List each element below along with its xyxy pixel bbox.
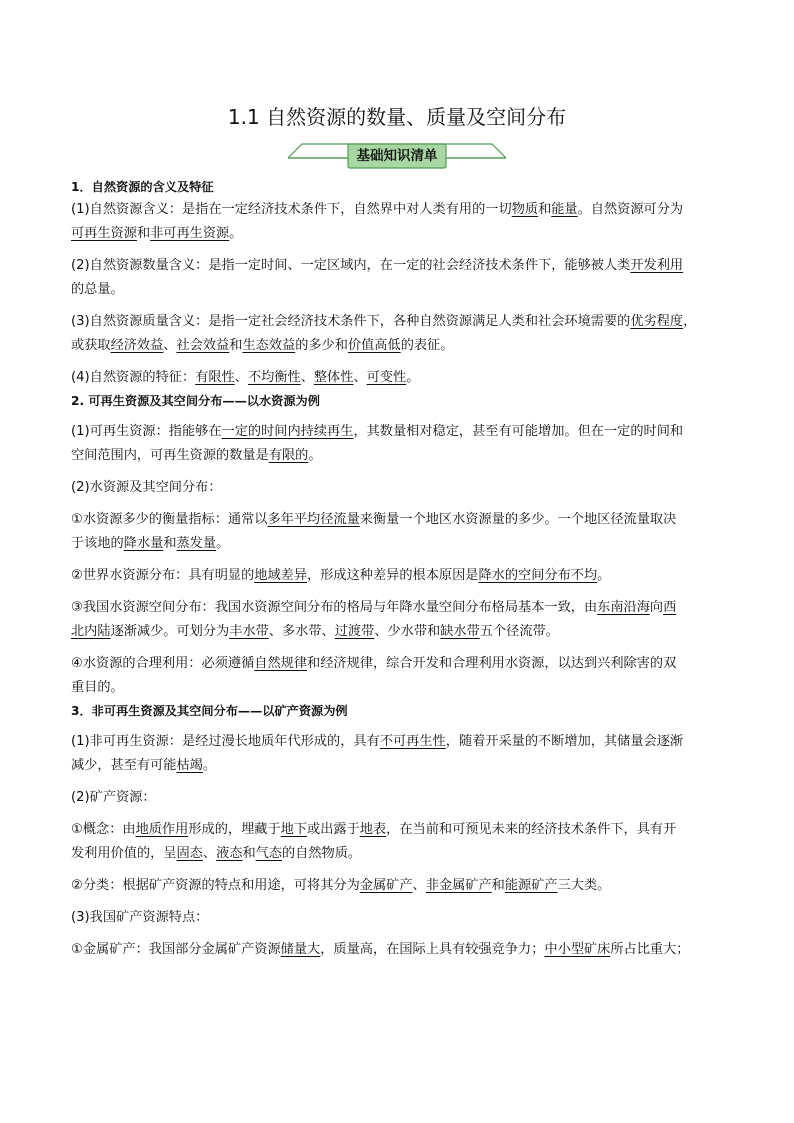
text-segment: 。 xyxy=(308,448,322,463)
text-line xyxy=(71,564,731,588)
text-segment: 、 xyxy=(412,878,426,893)
text-segment: (3)我国矿产资源特点： xyxy=(71,910,209,925)
underlined-keyword: 气态 xyxy=(255,846,282,861)
underlined-keyword: 降水的空间分布不均 xyxy=(478,568,598,583)
text-segment: ，随着开采量的不断增加，其储量会逐渐 xyxy=(445,734,684,749)
document-body xyxy=(71,176,731,962)
text-line xyxy=(71,334,731,358)
text-segment: 形成的，埋藏于 xyxy=(188,822,281,837)
text-line xyxy=(71,198,731,222)
text-segment: 来衡量一个地区水资源量的多少。一个地区径流量取决 xyxy=(359,512,677,527)
text-segment: 三大类。 xyxy=(557,878,611,893)
text-segment: 空间范围内，可再生资源的数量是 xyxy=(71,448,269,463)
text-line xyxy=(71,222,731,246)
text-segment: 。 xyxy=(202,758,217,773)
underlined-keyword: 丰水带 xyxy=(229,624,269,639)
text-segment: 或获取 xyxy=(71,338,111,353)
text-line xyxy=(71,366,731,390)
text-line xyxy=(71,620,731,644)
underlined-keyword: 西 xyxy=(663,600,677,615)
underlined-keyword: 不均衡性 xyxy=(247,370,301,385)
text-segment: 所占比重大； xyxy=(610,942,690,957)
text-segment: 和 xyxy=(229,338,243,353)
underlined-keyword: 过渡带 xyxy=(334,624,375,639)
text-segment: (1)非可再生资源：是经过漫长地质年代形成的，具有 xyxy=(71,734,380,749)
text-segment: (2)水资源及其空间分布： xyxy=(71,480,222,495)
text-line xyxy=(71,786,731,810)
underlined-keyword: 降水量 xyxy=(123,536,164,551)
text-line xyxy=(71,310,731,334)
text-line xyxy=(71,730,731,754)
text-segment: 2. 可再生资源及其空间分布——以水资源为例 xyxy=(71,394,320,408)
underlined-keyword: 枯竭 xyxy=(176,758,203,773)
text-segment: 。 xyxy=(229,226,243,241)
underlined-keyword: 地下 xyxy=(280,822,308,837)
text-segment: 或出露于 xyxy=(307,822,360,837)
underlined-keyword: 有限性 xyxy=(195,370,235,385)
text-segment: 、 xyxy=(202,846,217,861)
text-line xyxy=(71,532,731,556)
text-segment: 发利用价值的，呈 xyxy=(71,846,177,861)
text-segment: 。 xyxy=(597,568,611,583)
text-segment: 和经济规律，综合开发和合理利用水资源，以达到兴利除害的双 xyxy=(307,656,677,671)
text-line xyxy=(71,444,731,468)
text-segment: ， xyxy=(683,314,697,329)
underlined-keyword: 物质 xyxy=(511,202,539,217)
text-segment: 。 xyxy=(216,536,230,551)
banner-label: 基础知识清单 xyxy=(356,148,438,164)
text-segment: 1．自然资源的含义及特征 xyxy=(71,180,214,194)
text-segment: 。自然资源可分为 xyxy=(577,202,684,217)
underlined-keyword: 可变性 xyxy=(366,370,407,385)
text-line xyxy=(71,254,731,278)
underlined-keyword: 地质作用 xyxy=(135,822,189,837)
text-segment: ②世界水资源分布：具有明显的 xyxy=(71,568,255,583)
text-segment: 逐渐减少。可划分为 xyxy=(110,624,230,639)
underlined-keyword: 非金属矿产 xyxy=(425,878,492,893)
text-segment: ，在当前和可预见未来的经济技术条件下，具有开 xyxy=(386,822,677,837)
text-segment: 的多少和 xyxy=(295,338,348,353)
underlined-keyword: 储量大 xyxy=(280,942,321,957)
underlined-keyword: 生态效益 xyxy=(242,338,296,353)
text-segment: 向 xyxy=(649,600,664,615)
text-segment: 的自然物质。 xyxy=(282,846,362,861)
underlined-keyword: 价值高低 xyxy=(347,338,401,353)
underlined-keyword: 整体性 xyxy=(313,370,354,385)
section-heading xyxy=(71,176,731,198)
text-segment: ④水资源的合理利用：必须遵循 xyxy=(71,656,255,671)
underlined-keyword: 社会效益 xyxy=(176,338,230,353)
underlined-keyword: 经济效益 xyxy=(110,338,164,353)
text-line xyxy=(71,938,731,962)
text-segment: (1)可再生资源：指能够在 xyxy=(71,424,222,439)
text-segment: ②分类：根据矿产资源的特点和用途，可将其分为 xyxy=(71,878,360,893)
text-line xyxy=(71,676,731,700)
text-segment: (1)自然资源含义：是指在一定经济技术条件下，自然界中对人类有用的一切 xyxy=(71,202,512,217)
underlined-keyword: 北内陆 xyxy=(71,624,111,639)
underlined-keyword: 固态 xyxy=(176,846,203,861)
underlined-keyword: 液态 xyxy=(216,846,243,861)
text-segment: 和 xyxy=(491,878,505,893)
underlined-keyword: 能源矿产 xyxy=(504,878,558,893)
underlined-keyword: 不可再生性 xyxy=(379,734,446,749)
underlined-keyword: 东南沿海 xyxy=(597,600,650,615)
text-segment: 的总量。 xyxy=(71,282,124,297)
underlined-keyword: 缺水带 xyxy=(440,624,480,639)
underlined-keyword: 可再生资源 xyxy=(71,226,137,241)
underlined-keyword: 多年平均径流量 xyxy=(267,512,360,527)
underlined-keyword: 地域差异 xyxy=(254,568,308,583)
text-segment: 、少水带和 xyxy=(374,624,441,639)
text-segment: 和 xyxy=(242,846,256,861)
underlined-keyword: 开发利用 xyxy=(630,258,684,273)
text-segment: (2)矿产资源： xyxy=(71,790,156,805)
text-segment: 的表征。 xyxy=(400,338,454,353)
text-line xyxy=(71,818,731,842)
text-segment: 、 xyxy=(353,370,367,385)
text-segment: 3．非可再生资源及其空间分布——以矿产资源为例 xyxy=(71,704,348,718)
text-segment: 。 xyxy=(406,370,420,385)
section-banner xyxy=(288,140,506,172)
underlined-keyword: 蒸发量 xyxy=(176,536,217,551)
text-line xyxy=(71,476,731,500)
text-segment: 和 xyxy=(163,536,177,551)
text-line xyxy=(71,420,731,444)
underlined-keyword: 能量 xyxy=(551,202,578,217)
text-line xyxy=(71,754,731,778)
text-segment: ，质量高，在国际上具有较强竞争力； xyxy=(320,942,545,957)
text-segment: 减少，甚至有可能 xyxy=(71,758,177,773)
text-line xyxy=(71,874,731,898)
text-segment: 、 xyxy=(234,370,248,385)
text-segment: ①金属矿产：我国部分金属矿产资源 xyxy=(71,942,281,957)
underlined-keyword: 优劣程度 xyxy=(630,314,684,329)
text-line xyxy=(71,278,731,302)
text-line xyxy=(71,596,731,620)
text-segment: 重目的。 xyxy=(71,680,124,695)
underlined-keyword: 金属矿产 xyxy=(359,878,413,893)
underlined-keyword: 非可再生资源 xyxy=(150,226,230,241)
text-segment: ，形成这种差异的根本原因是 xyxy=(307,568,479,583)
page-title: 1.1 自然资源的数量、质量及空间分布 xyxy=(227,105,567,129)
text-segment: 五个径流带。 xyxy=(479,624,559,639)
text-segment: 、 xyxy=(300,370,314,385)
text-segment: 于该地的 xyxy=(71,536,124,551)
text-line xyxy=(71,652,731,676)
text-segment: ③我国水资源空间分布：我国水资源空间分布的格局与年降水量空间分布格局基本一致，由 xyxy=(71,600,598,615)
text-segment: (2)自然资源数量含义：是指一定时间、一定区域内，在一定的社会经济技术条件下，能够被人类 xyxy=(71,258,631,273)
section-heading xyxy=(71,700,731,722)
text-segment: 、多水带、 xyxy=(268,624,335,639)
text-line xyxy=(71,508,731,532)
text-line xyxy=(71,842,731,866)
text-segment: 和 xyxy=(538,202,552,217)
text-segment: 和 xyxy=(136,226,151,241)
text-segment: (3)自然资源质量含义：是指一定社会经济技术条件下，各种自然资源满足人类和社会环境需要的 xyxy=(71,314,631,329)
text-line xyxy=(71,906,731,930)
underlined-keyword: 地表 xyxy=(359,822,387,837)
underlined-keyword: 一定的时间内持续再生 xyxy=(221,424,354,439)
text-segment: 、 xyxy=(163,338,177,353)
underlined-keyword: 有限的 xyxy=(268,448,309,463)
section-heading xyxy=(71,390,731,412)
underlined-keyword: 中小型矿床 xyxy=(544,942,611,957)
text-segment: ①水资源多少的衡量指标：通常以 xyxy=(71,512,268,527)
text-segment: (4)自然资源的特征： xyxy=(71,370,196,385)
text-segment: ，其数量相对稳定，甚至有可能增加。但在一定的时间和 xyxy=(353,424,684,439)
underlined-keyword: 自然规律 xyxy=(254,656,308,671)
text-segment: ①概念：由 xyxy=(71,822,136,837)
